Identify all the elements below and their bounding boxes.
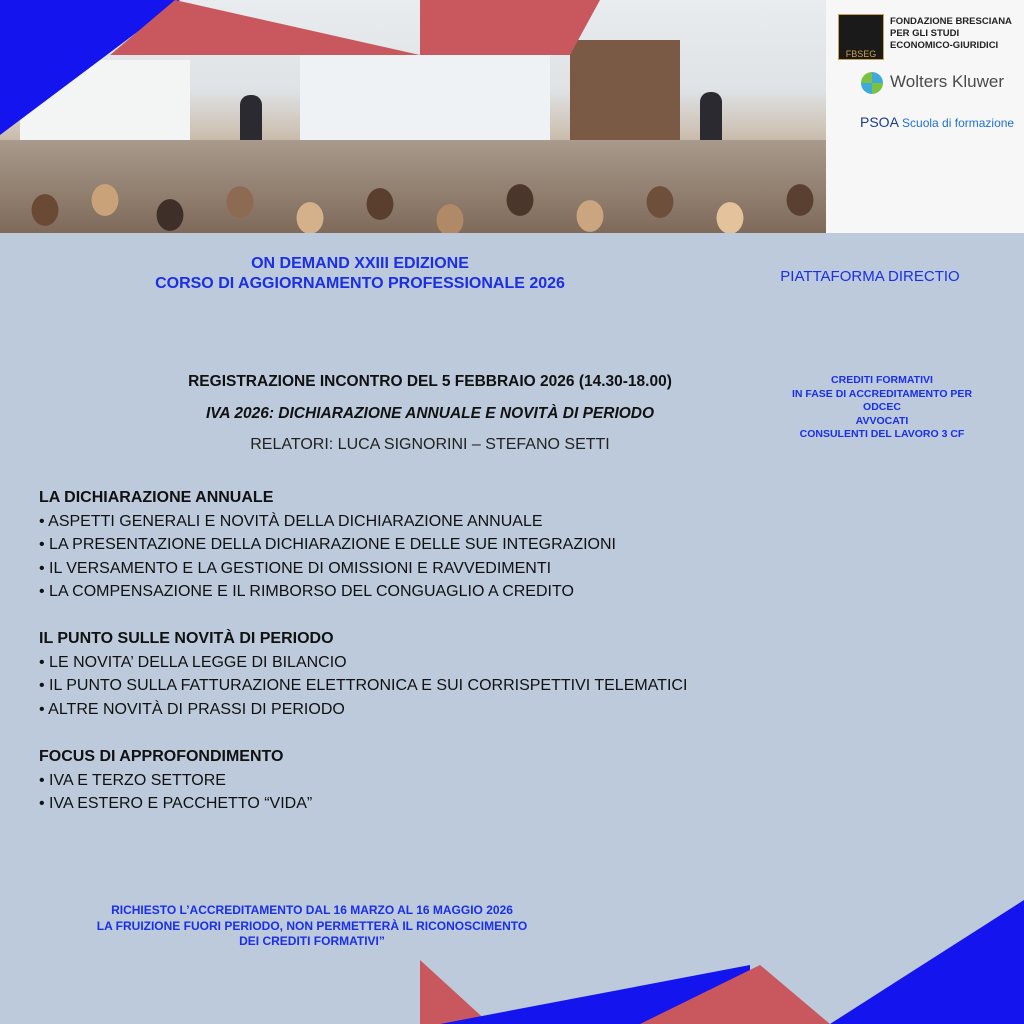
wolters-kluwer-logo-icon (861, 72, 883, 94)
credits-line: CREDITI FORMATIVI (831, 374, 933, 386)
section-title: FOCUS DI APPROFONDIMENTO (39, 748, 284, 765)
section-focus (39, 745, 312, 816)
course-header (60, 254, 660, 294)
triangle-red-bottom-left (420, 960, 490, 1024)
list-item: • LA PRESENTAZIONE DELLA DICHIARAZIONE E DELLE SUE INTEGRAZIONI (39, 536, 616, 553)
section-title: IL PUNTO SULLE NOVITÀ DI PERIODO (39, 630, 334, 647)
triangle-red-top-2 (420, 0, 600, 55)
platform-label: PIATTAFORMA DIRECTIO (780, 268, 960, 285)
course-edition: ON DEMAND XXIII EDIZIONE (251, 255, 469, 272)
list-item: • ALTRE NOVITÀ DI PRASSI DI PERIODO (39, 700, 345, 718)
list-item: • IL PUNTO SULLA FATTURAZIONE ELETTRONICA E SUI CORRISPETTIVI TELEMATICI (39, 677, 688, 694)
credits-line: IN FASE DI ACCREDITAMENTO PER (791, 387, 973, 400)
accreditation-note (62, 903, 562, 950)
list-item: • IVA E TERZO SETTORE (39, 771, 226, 789)
credits-line: ODCEC (863, 401, 901, 413)
psoa-logo-subtitle: Scuola di formazione (902, 116, 1015, 130)
triangle-blue-bottom-right (830, 900, 1024, 1024)
fondazione-logo-text: FONDAZIONE BRESCIANA PER GLI STUDI ECONOMICO-GIURIDICI (890, 16, 1012, 51)
list-item: • IVA ESTERO E PACCHETTO “VIDA” (39, 795, 313, 812)
list-item: • IL VERSAMENTO E LA GESTIONE DI OMISSIONI E RAVVEDIMENTI (39, 559, 552, 577)
credits-box (780, 374, 984, 442)
accreditation-line: RICHIESTO L’ACCREDITAMENTO DAL 16 MARZO AL 16 MAGGIO 2026 (111, 903, 513, 917)
section-title: LA DICHIARAZIONE ANNUALE (39, 489, 274, 506)
credits-line: AVVOCATI (855, 414, 909, 427)
event-title: IVA 2026: DICHIARAZIONE ANNUALE E NOVITÀ DI PERIODO (205, 405, 655, 422)
psoa-logo (860, 114, 1014, 130)
course-title: CORSO DI AGGIORNAMENTO PROFESSIONALE 2026 (155, 275, 565, 292)
list-item: • LE NOVITA’ DELLA LEGGE DI BILANCIO (39, 653, 347, 671)
credits-line: CONSULENTI DEL LAVORO 3 CF (799, 428, 965, 440)
list-item: • LA COMPENSAZIONE E IL RIMBORSO DEL CONGUAGLIO A CREDITO (39, 583, 574, 600)
section-novita (39, 627, 687, 721)
accreditation-line: LA FRUIZIONE FUORI PERIODO, NON PERMETTERÀ IL RICONOSCIMENTO (96, 918, 528, 933)
psoa-logo-text: PSOA (860, 114, 899, 130)
speakers-line: RELATORI: LUCA SIGNORINI – STEFANO SETTI (250, 436, 610, 453)
registration-line: REGISTRAZIONE INCONTRO DEL 5 FEBBRAIO 2026 (14.30-18.00) (188, 373, 672, 390)
accreditation-line: DEI CREDITI FORMATIVI” (239, 934, 385, 948)
section-dichiarazione (39, 486, 616, 604)
list-item: • ASPETTI GENERALI E NOVITÀ DELLA DICHIARAZIONE ANNUALE (39, 512, 543, 530)
fondazione-logo-icon: FBSEG (838, 14, 884, 60)
wolters-kluwer-logo-text: Wolters Kluwer (890, 72, 1004, 91)
